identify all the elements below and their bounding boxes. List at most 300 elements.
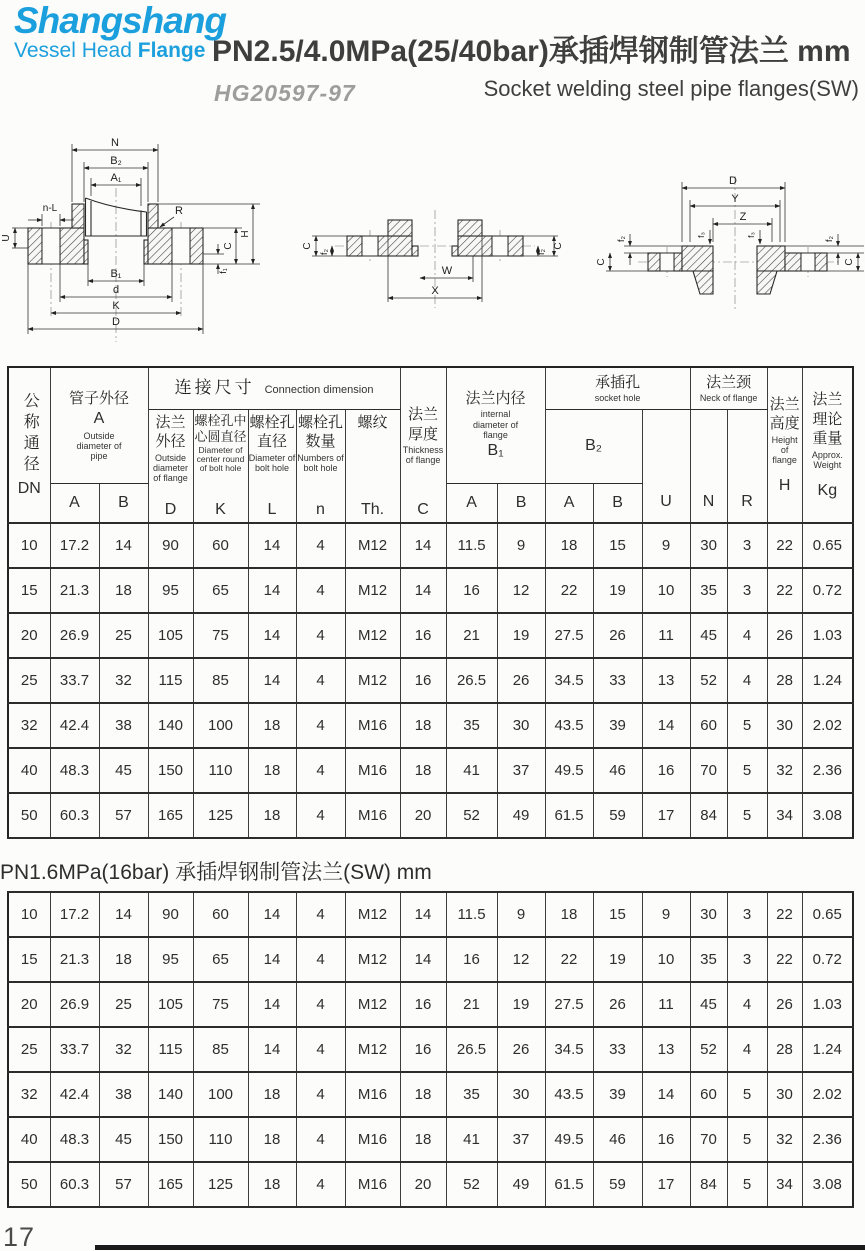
dim-label-C-right: C xyxy=(553,242,564,250)
table-cell: 26.5 xyxy=(446,1027,497,1072)
table-cell: 20 xyxy=(8,613,50,658)
table-cell: 27.5 xyxy=(545,982,593,1027)
spec-table-pn16 xyxy=(7,891,854,1208)
bolt-circle-en: Diameter of center round of bolt hole xyxy=(196,445,245,474)
brand-tagline xyxy=(14,39,226,63)
bolt-hole-count-sym: n xyxy=(316,500,325,518)
table-cell: 110 xyxy=(193,1117,248,1162)
table-cell: 26 xyxy=(497,658,545,703)
table-cell: 25 xyxy=(99,613,148,658)
table-cell: 3.08 xyxy=(802,1162,853,1207)
table-cell: 25 xyxy=(8,658,50,703)
table-cell: 20 xyxy=(400,793,446,838)
table-cell: 16 xyxy=(642,1117,690,1162)
table-cell: 10 xyxy=(642,937,690,982)
table-row xyxy=(8,658,853,703)
table-cell: 25 xyxy=(99,982,148,1027)
col-group-pipe-od xyxy=(50,367,148,483)
col-header-height xyxy=(767,367,802,523)
table-cell: 16 xyxy=(400,982,446,1027)
table-cell: 14 xyxy=(248,1027,296,1072)
dim-label-H: H xyxy=(240,230,251,238)
table-cell: 33 xyxy=(593,658,642,703)
table-cell: 35 xyxy=(690,568,727,613)
table-cell: 60.3 xyxy=(50,1162,99,1207)
table-cell: 9 xyxy=(642,523,690,568)
table-cell: 13 xyxy=(642,658,690,703)
table-cell: 22 xyxy=(767,937,802,982)
dim-label-f3-a: f₃ xyxy=(696,232,706,238)
col-header-b2-a: A xyxy=(545,483,593,523)
section-title-pn16: PN1.6MPa(16bar) 承插焊钢制管法兰(SW) mm xyxy=(0,861,432,884)
table-cell: M12 xyxy=(345,937,400,982)
table-cell: 4 xyxy=(296,703,345,748)
table-cell: 165 xyxy=(148,1162,193,1207)
table-cell: 30 xyxy=(767,703,802,748)
table-row xyxy=(8,568,853,613)
connection-zh: 连接尺寸 xyxy=(174,378,255,398)
table-cell: M16 xyxy=(345,1162,400,1207)
table-cell: 32 xyxy=(99,1027,148,1072)
table-cell: 60 xyxy=(690,703,727,748)
col-header-bolt-hole-dia xyxy=(248,409,296,523)
table-cell: 30 xyxy=(690,892,727,937)
table-cell: 90 xyxy=(148,523,193,568)
bolt-circle-zh: 螺栓孔中心圆直径 xyxy=(194,412,247,444)
spec-table-pn25-40 xyxy=(7,366,854,839)
table-cell: 18 xyxy=(99,937,148,982)
table-cell: 15 xyxy=(593,892,642,937)
table-cell: 32 xyxy=(767,748,802,793)
table-cell: 45 xyxy=(99,748,148,793)
table-cell: 18 xyxy=(545,892,593,937)
brand-name: Shangshang xyxy=(14,0,227,41)
table-cell: 18 xyxy=(400,703,446,748)
table-cell: 4 xyxy=(296,1117,345,1162)
table-cell: 14 xyxy=(400,523,446,568)
table-cell: 15 xyxy=(8,937,50,982)
table-cell: 150 xyxy=(148,1117,193,1162)
dim-label-U: U xyxy=(1,234,12,242)
table-cell: 11 xyxy=(642,613,690,658)
table-cell: 4 xyxy=(296,892,345,937)
table-cell: 60.3 xyxy=(50,793,99,838)
table-row xyxy=(8,892,853,937)
col-group-flange-id xyxy=(446,367,545,483)
table-cell: 84 xyxy=(690,1162,727,1207)
table-cell: 52 xyxy=(690,1027,727,1072)
table-cell: 1.03 xyxy=(802,613,853,658)
table-cell: 4 xyxy=(727,658,767,703)
table-cell: 85 xyxy=(193,658,248,703)
table-cell: 18 xyxy=(248,793,296,838)
table-cell: 39 xyxy=(593,703,642,748)
table-cell: 11.5 xyxy=(446,892,497,937)
col-header-bolt-circle xyxy=(193,409,248,523)
dim-label-N: N xyxy=(111,137,119,149)
table-cell: 4 xyxy=(296,1162,345,1207)
table-cell: 48.3 xyxy=(50,1117,99,1162)
table-cell: 13 xyxy=(642,1027,690,1072)
col-group-socket-hole xyxy=(545,367,690,409)
table-cell: 35 xyxy=(446,703,497,748)
table-row xyxy=(8,982,853,1027)
table-cell: 5 xyxy=(727,793,767,838)
flange-id-en: internal diameter of flange xyxy=(473,409,519,440)
table-cell: 5 xyxy=(727,703,767,748)
table-cell: M12 xyxy=(345,982,400,1027)
table-cell: 100 xyxy=(193,1072,248,1117)
dim-label-f2-right: f₂ xyxy=(536,249,546,255)
flange-drawing-socket-section xyxy=(0,128,290,362)
table-cell: 110 xyxy=(193,748,248,793)
table-cell: 19 xyxy=(497,613,545,658)
brand-tagline-bold: Flange xyxy=(137,38,206,62)
col-header-b1-a: A xyxy=(446,483,497,523)
table-row xyxy=(8,703,853,748)
table-cell: 16 xyxy=(642,748,690,793)
r-neck-sym: R xyxy=(741,493,753,510)
table-cell: 18 xyxy=(400,1072,446,1117)
weight-en: Approx. Weight xyxy=(811,449,843,470)
table-cell: 39 xyxy=(593,1072,642,1117)
table-cell: 37 xyxy=(497,748,545,793)
table-cell: 16 xyxy=(400,1027,446,1072)
dim-label-A1: A₁ xyxy=(110,172,122,184)
table-cell: 84 xyxy=(690,793,727,838)
table-cell: 16 xyxy=(400,613,446,658)
table-cell: 14 xyxy=(248,658,296,703)
table-cell: 49.5 xyxy=(545,748,593,793)
table-cell: 26 xyxy=(593,982,642,1027)
table-cell: 50 xyxy=(8,1162,50,1207)
table-cell: 16 xyxy=(400,658,446,703)
table-cell: 49 xyxy=(497,1162,545,1207)
flange-id-zh: 法兰内径 xyxy=(465,389,526,407)
flange-id-sym: B₁ xyxy=(487,441,504,459)
dim-label-d: d xyxy=(112,284,120,296)
table-cell: 37 xyxy=(497,1117,545,1162)
table-cell: 30 xyxy=(767,1072,802,1117)
table-cell: 43.5 xyxy=(545,1072,593,1117)
table-cell: 42.4 xyxy=(50,1072,99,1117)
table-cell: 5 xyxy=(727,1117,767,1162)
table-cell: 4 xyxy=(296,568,345,613)
socket-hole-en: socket hole xyxy=(594,393,641,404)
table-cell: 17 xyxy=(642,1162,690,1207)
table-cell: 25 xyxy=(8,1027,50,1072)
table-cell: 30 xyxy=(690,523,727,568)
flange-od-sym: D xyxy=(164,500,177,518)
u-sym: U xyxy=(660,493,672,510)
table-cell: 18 xyxy=(400,748,446,793)
table-cell: 52 xyxy=(446,1162,497,1207)
table-cell: M16 xyxy=(345,703,400,748)
table-cell: 18 xyxy=(248,748,296,793)
table-cell: 59 xyxy=(593,1162,642,1207)
table-cell: 3 xyxy=(727,523,767,568)
table-cell: 65 xyxy=(193,937,248,982)
table-cell: 140 xyxy=(148,703,193,748)
table-row xyxy=(8,937,853,982)
col-header-thread xyxy=(345,409,400,523)
table-cell: 5 xyxy=(727,1072,767,1117)
table-cell: 18 xyxy=(248,1072,296,1117)
table-cell: 11.5 xyxy=(446,523,497,568)
weight-zh: 法兰理论重量 xyxy=(812,391,843,448)
table-cell: 26.5 xyxy=(446,658,497,703)
table-cell: 32 xyxy=(767,1117,802,1162)
table-cell: 26 xyxy=(767,982,802,1027)
table-cell: 22 xyxy=(545,937,593,982)
table-cell: 9 xyxy=(497,892,545,937)
socket-hole-zh: 承插孔 xyxy=(595,373,641,391)
table-cell: 0.65 xyxy=(802,892,853,937)
table-cell: 10 xyxy=(8,892,50,937)
table-cell: 18 xyxy=(248,1117,296,1162)
table-cell: M12 xyxy=(345,523,400,568)
dim-label-f2-left: f₂ xyxy=(319,249,329,255)
table-cell: 70 xyxy=(690,1117,727,1162)
table-cell: 27.5 xyxy=(545,613,593,658)
dim-label-D: D xyxy=(112,316,120,328)
table-cell: 17.2 xyxy=(50,523,99,568)
table-cell: 105 xyxy=(148,982,193,1027)
brand-tagline-light: Vessel Head xyxy=(14,38,132,62)
table-row xyxy=(8,613,853,658)
col-group-neck xyxy=(690,367,767,409)
table-cell: M16 xyxy=(345,748,400,793)
table-cell: 4 xyxy=(727,613,767,658)
standard-code: HG20597-97 xyxy=(214,80,356,106)
table-cell: 9 xyxy=(497,523,545,568)
table-cell: 19 xyxy=(593,937,642,982)
table-cell: 38 xyxy=(99,703,148,748)
bolt-circle-sym: K xyxy=(215,500,226,518)
col-header-n-neck xyxy=(690,409,727,523)
table-cell: 30 xyxy=(497,703,545,748)
spec-table-header xyxy=(8,367,853,523)
table-cell: 33.7 xyxy=(50,658,99,703)
dim-label-C-right: C xyxy=(844,258,855,266)
table-cell: 32 xyxy=(8,703,50,748)
table-cell: 18 xyxy=(248,1162,296,1207)
thread-zh: 螺纹 xyxy=(357,413,388,431)
table-cell: 34 xyxy=(767,793,802,838)
table-cell: 33.7 xyxy=(50,1027,99,1072)
table-cell: 4 xyxy=(296,793,345,838)
flange-drawing-flat-section xyxy=(290,128,580,362)
table-cell: 21 xyxy=(446,613,497,658)
table-cell: 2.36 xyxy=(802,1117,853,1162)
table-cell: 1.24 xyxy=(802,658,853,703)
bolt-hole-count-zh: 螺栓孔数量 xyxy=(297,413,343,451)
table-cell: 4 xyxy=(296,1072,345,1117)
bolt-hole-dia-zh: 螺栓孔直径 xyxy=(249,413,295,451)
table-cell: 125 xyxy=(193,793,248,838)
table-cell: M16 xyxy=(345,1072,400,1117)
brand-logo xyxy=(14,2,226,63)
table-cell: 11 xyxy=(642,982,690,1027)
table-cell: 26 xyxy=(497,1027,545,1072)
table-cell: 35 xyxy=(446,1072,497,1117)
thickness-zh: 法兰厚度 xyxy=(408,406,439,443)
table-cell: 38 xyxy=(99,1072,148,1117)
table-cell: 14 xyxy=(400,937,446,982)
dim-label-f2-right: f₂ xyxy=(824,236,834,242)
table-cell: 57 xyxy=(99,1162,148,1207)
table-cell: 28 xyxy=(767,658,802,703)
table-cell: 33 xyxy=(593,1027,642,1072)
pipe-od-sym: A xyxy=(93,410,105,428)
table-cell: 0.72 xyxy=(802,568,853,613)
dim-label-X: X xyxy=(431,285,439,297)
table-cell: 65 xyxy=(193,568,248,613)
table-cell: 3.08 xyxy=(802,793,853,838)
table-cell: 3 xyxy=(727,568,767,613)
table-cell: 1.03 xyxy=(802,982,853,1027)
page-number: 17 xyxy=(3,1222,36,1251)
table-cell: 22 xyxy=(545,568,593,613)
table-cell: 95 xyxy=(148,937,193,982)
table-cell: 0.65 xyxy=(802,523,853,568)
table-cell: 34.5 xyxy=(545,658,593,703)
table-cell: 50 xyxy=(8,793,50,838)
bottom-rule xyxy=(95,1245,865,1250)
table-cell: 34.5 xyxy=(545,1027,593,1072)
dim-label-K: K xyxy=(112,300,120,312)
table-cell: 115 xyxy=(148,1027,193,1072)
table-cell: 14 xyxy=(248,568,296,613)
col-header-pipe-a: A xyxy=(50,483,99,523)
table-cell: 14 xyxy=(400,568,446,613)
table-cell: 40 xyxy=(8,1117,50,1162)
table-cell: 14 xyxy=(99,523,148,568)
table-cell: 20 xyxy=(400,1162,446,1207)
table-cell: 26.9 xyxy=(50,613,99,658)
table-cell: 60 xyxy=(690,1072,727,1117)
dim-label-C: C xyxy=(223,242,234,250)
table-cell: 28 xyxy=(767,1027,802,1072)
col-header-b2-b: B xyxy=(593,483,642,523)
table-cell: 4 xyxy=(296,613,345,658)
table-cell: 4 xyxy=(296,523,345,568)
dim-label-f2-left: f₂ xyxy=(616,236,626,242)
table-cell: 41 xyxy=(446,748,497,793)
table-cell: 46 xyxy=(593,748,642,793)
table-cell: 2.02 xyxy=(802,1072,853,1117)
table-cell: 19 xyxy=(593,568,642,613)
table-cell: 165 xyxy=(148,793,193,838)
dim-label-Z: Z xyxy=(739,211,747,223)
table-cell: 59 xyxy=(593,793,642,838)
table-cell: 2.02 xyxy=(802,703,853,748)
table-cell: 150 xyxy=(148,748,193,793)
table-cell: 45 xyxy=(690,982,727,1027)
table-row xyxy=(8,793,853,838)
flange-od-zh: 法兰外径 xyxy=(155,413,186,451)
table-row xyxy=(8,523,853,568)
table-cell: 5 xyxy=(727,748,767,793)
table-cell: 22 xyxy=(767,892,802,937)
thickness-sym: C xyxy=(417,501,429,518)
bolt-hole-count-en: Numbers of bolt hole xyxy=(297,452,344,473)
table-cell: 34 xyxy=(767,1162,802,1207)
col-group-b2 xyxy=(545,409,642,483)
table-cell: 5 xyxy=(727,1162,767,1207)
table-cell: M12 xyxy=(345,892,400,937)
table-cell: 48.3 xyxy=(50,748,99,793)
table-cell: 45 xyxy=(99,1117,148,1162)
table-row xyxy=(8,1027,853,1072)
table-row xyxy=(8,748,853,793)
table-cell: 32 xyxy=(8,1072,50,1117)
table-cell: 49.5 xyxy=(545,1117,593,1162)
table-cell: 60 xyxy=(193,892,248,937)
table-cell: 115 xyxy=(148,658,193,703)
table-cell: 17 xyxy=(642,793,690,838)
table-cell: 22 xyxy=(767,523,802,568)
table-cell: 32 xyxy=(99,658,148,703)
table-cell: 14 xyxy=(99,892,148,937)
dim-label-f1: f₁ xyxy=(218,268,228,274)
col-header-b1-b: B xyxy=(497,483,545,523)
weight-sym: Kg xyxy=(817,481,838,499)
table-cell: 3 xyxy=(727,937,767,982)
table-cell: 4 xyxy=(727,982,767,1027)
connection-en: Connection dimension xyxy=(264,384,374,397)
flange-od-en: Outside diameter of flange xyxy=(152,452,188,483)
col-header-pipe-b: B xyxy=(99,483,148,523)
table-cell: 61.5 xyxy=(545,793,593,838)
table-cell: 14 xyxy=(248,523,296,568)
table-cell: 14 xyxy=(400,892,446,937)
pipe-od-en: Outside diameter of pipe xyxy=(76,431,122,462)
table-cell: 22 xyxy=(767,568,802,613)
b2-sym: B₂ xyxy=(585,437,602,455)
table-cell: 16 xyxy=(446,568,497,613)
col-header-flange-od xyxy=(148,409,193,523)
bolt-hole-dia-en: Diameter of bolt hole xyxy=(248,452,296,473)
table-cell: 41 xyxy=(446,1117,497,1162)
table-cell: 14 xyxy=(248,613,296,658)
table-cell: 17.2 xyxy=(50,892,99,937)
flange-drawing-neck-section xyxy=(580,128,865,362)
table-cell: 26 xyxy=(593,613,642,658)
table-cell: 4 xyxy=(296,1027,345,1072)
table-cell: 42.4 xyxy=(50,703,99,748)
table-cell: 14 xyxy=(642,1072,690,1117)
dim-label-R: R xyxy=(175,205,183,217)
table-cell: M12 xyxy=(345,613,400,658)
table-cell: 12 xyxy=(497,937,545,982)
table-cell: 85 xyxy=(193,1027,248,1072)
table-cell: 26.9 xyxy=(50,982,99,1027)
table-cell: 75 xyxy=(193,613,248,658)
table-cell: 49 xyxy=(497,793,545,838)
table-cell: M12 xyxy=(345,1027,400,1072)
table-row xyxy=(8,1072,853,1117)
table-cell: 52 xyxy=(690,658,727,703)
table-cell: 4 xyxy=(296,658,345,703)
table-cell: M12 xyxy=(345,658,400,703)
table-cell: 45 xyxy=(690,613,727,658)
table-cell: 18 xyxy=(99,568,148,613)
dim-label-n-L: n-L xyxy=(42,203,58,214)
table-cell: 75 xyxy=(193,982,248,1027)
table-cell: M12 xyxy=(345,568,400,613)
table-cell: 30 xyxy=(497,1072,545,1117)
